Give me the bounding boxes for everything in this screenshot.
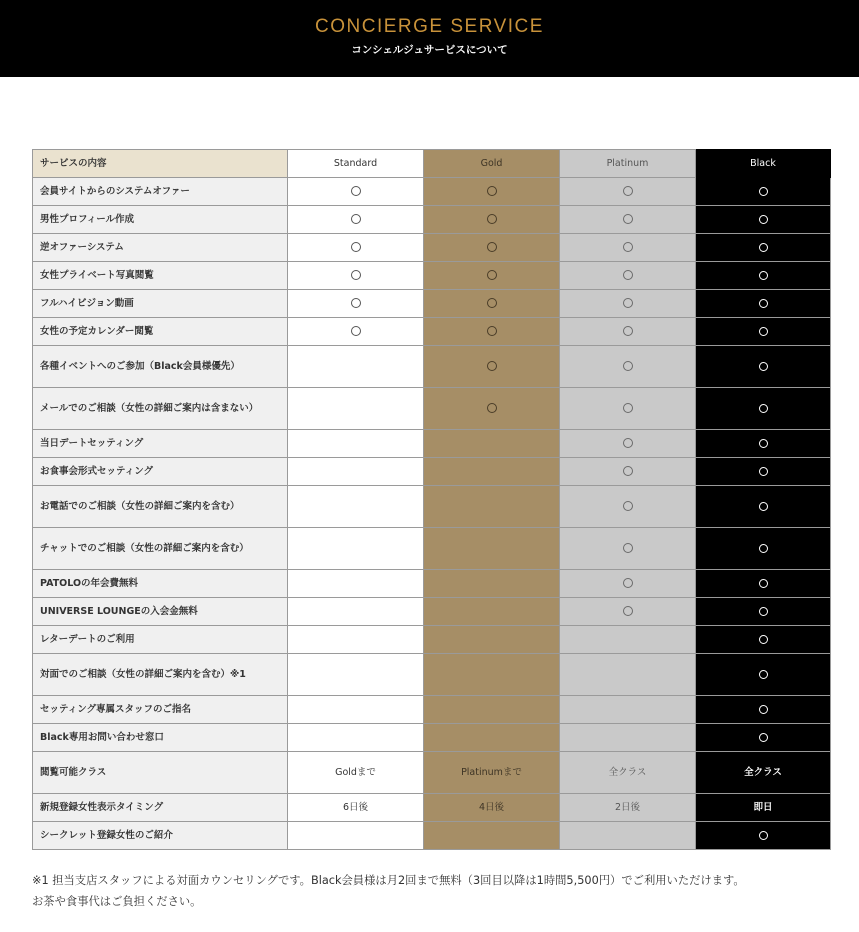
- circle-mark-icon: [623, 326, 633, 336]
- circle-mark-icon: [759, 733, 768, 742]
- circle-mark-icon: [623, 361, 633, 371]
- table-row: [33, 290, 831, 318]
- page-header: [0, 0, 859, 77]
- row-label: メールでのご相談（女性の詳細ご案内は含まない）: [33, 388, 288, 430]
- row-label: フルハイビジョン動画: [33, 290, 288, 318]
- cell-platinum: [560, 430, 696, 458]
- cell-gold: [424, 724, 560, 752]
- cell-black: [696, 696, 831, 724]
- cell-black: [696, 262, 831, 290]
- cell-standard: [288, 598, 424, 626]
- cell-platinum: [560, 724, 696, 752]
- row-label: 女性の予定カレンダー閲覧: [33, 318, 288, 346]
- cell-standard: [288, 626, 424, 654]
- cell-black: [696, 486, 831, 528]
- cell-standard: [288, 234, 424, 262]
- cell-standard: Goldまで: [288, 752, 424, 794]
- row-label: 男性プロフィール作成: [33, 206, 288, 234]
- circle-mark-icon: [623, 214, 633, 224]
- cell-gold: [424, 388, 560, 430]
- circle-mark-icon: [759, 243, 768, 252]
- cell-platinum: [560, 696, 696, 724]
- table-row: [33, 724, 831, 752]
- cell-gold: 4日後: [424, 794, 560, 822]
- circle-mark-icon: [759, 404, 768, 413]
- cell-standard: [288, 696, 424, 724]
- circle-mark-icon: [623, 543, 633, 553]
- circle-mark-icon: [759, 635, 768, 644]
- column-header-gold: Gold: [424, 150, 560, 178]
- cell-gold: [424, 654, 560, 696]
- cell-standard: [288, 654, 424, 696]
- circle-mark-icon: [759, 544, 768, 553]
- cell-platinum: [560, 528, 696, 570]
- plan-comparison-table: [32, 149, 831, 850]
- footnote: [32, 870, 842, 912]
- cell-standard: [288, 822, 424, 850]
- circle-mark-icon: [759, 831, 768, 840]
- table-row: [33, 206, 831, 234]
- cell-gold: [424, 696, 560, 724]
- cell-black: 即日: [696, 794, 831, 822]
- cell-standard: [288, 486, 424, 528]
- cell-platinum: 全クラス: [560, 752, 696, 794]
- circle-mark-icon: [487, 403, 497, 413]
- circle-mark-icon: [623, 466, 633, 476]
- cell-platinum: [560, 346, 696, 388]
- circle-mark-icon: [759, 362, 768, 371]
- cell-standard: [288, 724, 424, 752]
- cell-gold: [424, 430, 560, 458]
- circle-mark-icon: [759, 215, 768, 224]
- cell-gold: [424, 346, 560, 388]
- circle-mark-icon: [487, 186, 497, 196]
- cell-standard: 6日後: [288, 794, 424, 822]
- cell-platinum: [560, 486, 696, 528]
- circle-mark-icon: [623, 242, 633, 252]
- circle-mark-icon: [351, 214, 361, 224]
- cell-gold: [424, 234, 560, 262]
- circle-mark-icon: [759, 607, 768, 616]
- row-label: シークレット登録女性のご紹介: [33, 822, 288, 850]
- circle-mark-icon: [759, 670, 768, 679]
- cell-gold: [424, 318, 560, 346]
- page-title: CONCIERGE SERVICE: [315, 16, 544, 37]
- table-row: [33, 388, 831, 430]
- table-row: [33, 570, 831, 598]
- row-label: UNIVERSE LOUNGEの入会金無料: [33, 598, 288, 626]
- cell-black: [696, 598, 831, 626]
- table-row: [33, 346, 831, 388]
- table-row: [33, 486, 831, 528]
- cell-black: [696, 388, 831, 430]
- row-label: セッティング専属スタッフのご指名: [33, 696, 288, 724]
- cell-standard: [288, 570, 424, 598]
- cell-platinum: [560, 318, 696, 346]
- table-row: [33, 178, 831, 206]
- cell-platinum: [560, 206, 696, 234]
- table-row: [33, 626, 831, 654]
- cell-standard: [288, 346, 424, 388]
- row-label: 各種イベントへのご参加（Black会員様優先）: [33, 346, 288, 388]
- circle-mark-icon: [351, 298, 361, 308]
- cell-platinum: [560, 234, 696, 262]
- circle-mark-icon: [623, 606, 633, 616]
- cell-black: [696, 318, 831, 346]
- cell-standard: [288, 290, 424, 318]
- cell-black: 全クラス: [696, 752, 831, 794]
- column-header-platinum: Platinum: [560, 150, 696, 178]
- cell-standard: [288, 318, 424, 346]
- table-row: [33, 822, 831, 850]
- circle-mark-icon: [759, 579, 768, 588]
- row-label: 逆オファーシステム: [33, 234, 288, 262]
- table-row: [33, 696, 831, 724]
- cell-gold: [424, 262, 560, 290]
- cell-standard: [288, 528, 424, 570]
- circle-mark-icon: [759, 705, 768, 714]
- footnote-line: ※1 担当支店スタッフによる対面カウンセリングです。Black会員様は月2回まで無料（3回目以降は1時間5,500円）でご利用いただけます。: [32, 874, 745, 887]
- row-label: 当日デートセッティング: [33, 430, 288, 458]
- cell-black: [696, 626, 831, 654]
- cell-platinum: [560, 570, 696, 598]
- cell-platinum: [560, 178, 696, 206]
- column-header-standard: Standard: [288, 150, 424, 178]
- table-body: [33, 178, 831, 850]
- row-label: 対面でのご相談（女性の詳細ご案内を含む）※1: [33, 654, 288, 696]
- row-label: 新規登録女性表示タイミング: [33, 794, 288, 822]
- cell-gold: [424, 290, 560, 318]
- cell-standard: [288, 262, 424, 290]
- circle-mark-icon: [487, 326, 497, 336]
- cell-standard: [288, 388, 424, 430]
- table-row: [33, 794, 831, 822]
- cell-standard: [288, 430, 424, 458]
- cell-gold: [424, 486, 560, 528]
- table-header-row: [33, 150, 831, 178]
- row-label: レターデートのご利用: [33, 626, 288, 654]
- circle-mark-icon: [623, 270, 633, 280]
- cell-gold: [424, 458, 560, 486]
- row-label: お食事会形式セッティング: [33, 458, 288, 486]
- cell-gold: [424, 822, 560, 850]
- circle-mark-icon: [487, 361, 497, 371]
- circle-mark-icon: [351, 186, 361, 196]
- cell-gold: [424, 206, 560, 234]
- cell-gold: Platinumまで: [424, 752, 560, 794]
- row-label: Black専用お問い合わせ窓口: [33, 724, 288, 752]
- cell-platinum: [560, 388, 696, 430]
- table-row: [33, 430, 831, 458]
- circle-mark-icon: [487, 298, 497, 308]
- cell-black: [696, 206, 831, 234]
- circle-mark-icon: [759, 327, 768, 336]
- cell-black: [696, 234, 831, 262]
- cell-black: [696, 458, 831, 486]
- table-row: [33, 458, 831, 486]
- row-label: 会員サイトからのシステムオファー: [33, 178, 288, 206]
- cell-platinum: [560, 822, 696, 850]
- cell-platinum: [560, 654, 696, 696]
- row-label: チャットでのご相談（女性の詳細ご案内を含む）: [33, 528, 288, 570]
- table-row: [33, 528, 831, 570]
- table-row: [33, 654, 831, 696]
- circle-mark-icon: [759, 467, 768, 476]
- cell-gold: [424, 178, 560, 206]
- cell-black: [696, 528, 831, 570]
- circle-mark-icon: [623, 403, 633, 413]
- page-subtitle: コンシェルジュサービスについて: [351, 44, 508, 56]
- circle-mark-icon: [759, 271, 768, 280]
- column-header-service: サービスの内容: [33, 150, 288, 178]
- row-label: PATOLOの年会費無料: [33, 570, 288, 598]
- cell-gold: [424, 598, 560, 626]
- column-header-black: Black: [696, 150, 831, 178]
- row-label: 閲覧可能クラス: [33, 752, 288, 794]
- table-row: [33, 234, 831, 262]
- footnote-line: お茶や食事代はご負担ください。: [32, 895, 202, 908]
- cell-black: [696, 290, 831, 318]
- cell-gold: [424, 570, 560, 598]
- circle-mark-icon: [487, 270, 497, 280]
- circle-mark-icon: [623, 186, 633, 196]
- circle-mark-icon: [487, 214, 497, 224]
- circle-mark-icon: [487, 242, 497, 252]
- cell-standard: [288, 458, 424, 486]
- cell-platinum: 2日後: [560, 794, 696, 822]
- cell-black: [696, 822, 831, 850]
- cell-gold: [424, 528, 560, 570]
- circle-mark-icon: [759, 502, 768, 511]
- circle-mark-icon: [351, 326, 361, 336]
- cell-platinum: [560, 458, 696, 486]
- circle-mark-icon: [623, 298, 633, 308]
- circle-mark-icon: [623, 438, 633, 448]
- circle-mark-icon: [759, 439, 768, 448]
- cell-black: [696, 724, 831, 752]
- circle-mark-icon: [623, 501, 633, 511]
- circle-mark-icon: [759, 299, 768, 308]
- table-row: [33, 262, 831, 290]
- cell-standard: [288, 206, 424, 234]
- circle-mark-icon: [759, 187, 768, 196]
- cell-platinum: [560, 626, 696, 654]
- circle-mark-icon: [351, 242, 361, 252]
- cell-black: [696, 570, 831, 598]
- cell-black: [696, 654, 831, 696]
- cell-gold: [424, 626, 560, 654]
- circle-mark-icon: [623, 578, 633, 588]
- cell-platinum: [560, 598, 696, 626]
- row-label: 女性プライベート写真閲覧: [33, 262, 288, 290]
- table-row: [33, 318, 831, 346]
- table-row: [33, 752, 831, 794]
- cell-black: [696, 346, 831, 388]
- cell-black: [696, 178, 831, 206]
- cell-black: [696, 430, 831, 458]
- cell-platinum: [560, 290, 696, 318]
- cell-standard: [288, 178, 424, 206]
- cell-platinum: [560, 262, 696, 290]
- table-row: [33, 598, 831, 626]
- circle-mark-icon: [351, 270, 361, 280]
- row-label: お電話でのご相談（女性の詳細ご案内を含む）: [33, 486, 288, 528]
